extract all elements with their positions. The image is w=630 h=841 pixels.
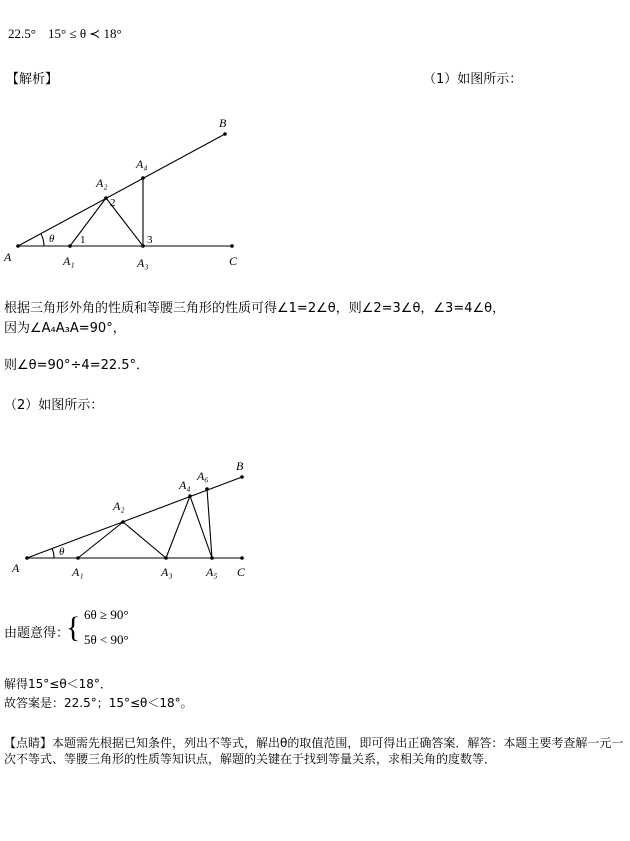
answer-part2: 15° ≤ θ ≺ 18° [48,26,122,41]
fig2-seg-a1a2 [78,522,123,558]
comment-text: 【点睛】本题需先根据已知条件，列出不等式，解出θ的取值范围，即可得出正确答案．解答：本题主要考查解一元一次不等式、等腰三角形的性质等知识点，解题的关键在于找到等量关系，求相关角的度数等． [4,736,624,766]
fig1-label-a2: A₂ [96,176,108,190]
answer-part1: 22.5° [8,26,36,41]
fig2-label-a1: A₁ [72,565,84,579]
part1-text-line2: 因为∠A₄A₃A=90°， [4,321,126,336]
fig2-seg-a3a4 [166,496,190,558]
part1-text-line3: 则∠θ=90°÷4=22.5°． [4,358,150,373]
fig1-seg-a1a2 [70,198,106,246]
fig1-ray-ab [18,134,225,246]
fig1-label-c: C [229,254,238,268]
fig1-angle-3: 3 [147,234,153,246]
fig2-label-a6: A₆ [197,469,209,483]
part1-text-line1: 根据三角形外角的性质和等腰三角形的性质可得∠1=2∠θ，则∠2=3∠θ，∠3=4∠θ， [4,301,506,316]
fig1-angle-theta: θ [49,233,55,245]
fig1-label-a: A [4,250,12,264]
figure-1 [0,110,260,280]
fig1-angle-arc [41,234,44,246]
fig1-label-a4: A₄ [136,157,148,171]
solution-line: 解得15°≤θ＜18°． [4,677,112,691]
fig2-label-a2: A₂ [113,499,125,513]
part1-intro: （1）如图所示： [423,72,523,87]
fig2-label-a: A [12,561,20,575]
fig2-seg-a2a3 [123,522,166,558]
fig2-label-c: C [237,565,246,579]
analysis-label: 【解析】 [6,72,59,87]
fig1-angle-2: 2 [110,197,116,209]
fig2-label-b: B [236,459,244,473]
figure-2 [0,455,260,585]
fig1-label-a1: A₁ [63,254,75,268]
fig2-angle-theta: θ [59,546,65,558]
inequality-1: 6θ ≥ 90° [84,607,129,622]
system-brace: { [66,611,81,644]
fig2-angle-arc [52,548,54,558]
final-answer-line: 故答案是：22.5°；15°≤θ＜18°。 [4,696,193,710]
part2-intro: （2）如图所示： [4,398,104,413]
fig1-label-a3: A₃ [137,256,149,270]
condition-label: 由题意得： [4,626,70,641]
fig1-angle-1: 1 [80,234,86,246]
fig2-label-a3: A₃ [161,565,173,579]
fig2-label-a5: A₅ [206,565,218,579]
inequality-2: 5θ < 90° [84,632,129,647]
fig1-label-b: B [219,116,227,130]
fig2-label-a4: A₄ [179,478,191,492]
